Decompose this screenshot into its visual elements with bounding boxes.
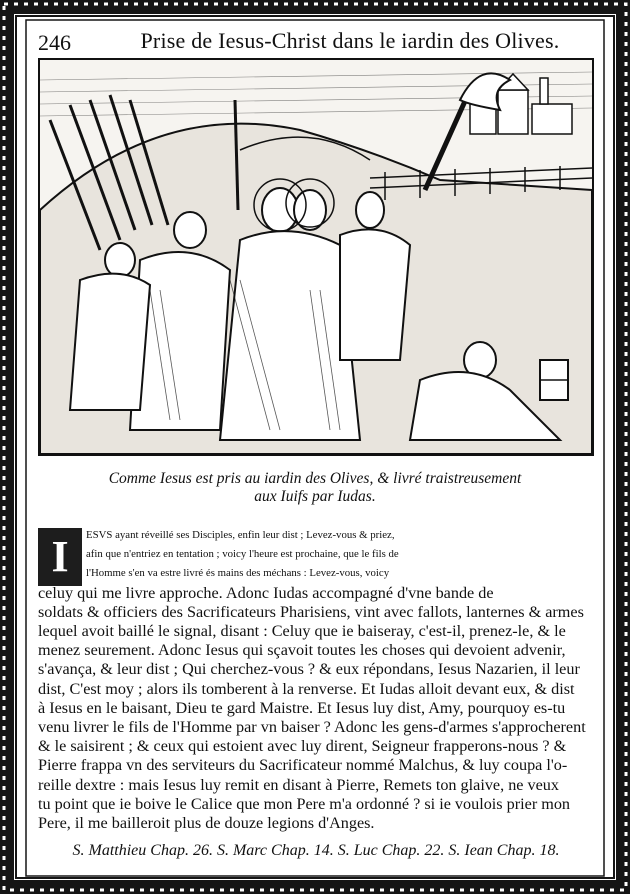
body-line: menez seurement. Adonc Iesus qui sçavoit toutes les choses qui devoient advenir, [38, 641, 566, 660]
body-line: tu point que ie boive le Calice que mon Pere m'a ordonné ? si ie voulois prier mon [38, 794, 571, 813]
body-line: s'avança, & leur dist ; Qui cherchez-vous ? & eux répondans, Iesus Nazarien, il leur [38, 660, 580, 679]
body-line: dist, C'est moy ; alors ils tomberent à la renverse. Et Iudas alloit devant eux, & dist [38, 679, 575, 698]
scripture-references: S. Matthieu Chap. 26. S. Marc Chap. 14. S. Luc Chap. 22. S. Iean Chap. 18. [72, 842, 560, 859]
body-line: afin que n'entriez en tentation ; voicy l'heure est prochaine, que le fils de [86, 548, 399, 561]
body-line: venu livrer le fils de l'Homme par vn baiser ? Adonc les gens-d'armes s'approcherent [38, 718, 586, 737]
body-line: lequel avoit baillé le signal, disant : Celuy que ie baiseray, c'est-il, prenez-le, & le [38, 622, 566, 641]
woodcut-illustration [38, 58, 594, 456]
body-line: celuy qui me livre approche. Adonc Iudas accompagné d'vne bande de [38, 583, 494, 602]
body-text [38, 526, 594, 833]
body-line: l'Homme s'en va estre livré és mains des méchans : Levez-vous, voicy [86, 567, 390, 580]
body-line: ESVS ayant réveillé ses Disciples, enfin leur dist ; Levez-vous & priez, [86, 529, 395, 541]
body-line: Pere, il me bailleroit plus de douze legions d'Anges. [38, 814, 375, 833]
woodcut-arrest-of-christ-icon [40, 60, 592, 454]
page-number: 246 [38, 30, 71, 55]
body-line: Pierre frappa vn des serviteurs du Sacrificateur nommé Malchus, & luy coupa l'o- [38, 756, 568, 775]
initial-letter: I [51, 532, 69, 581]
body-line: à Iesus en le baisant, Dieu te gard Maistre. Et Iesus luy dist, Amy, pourquoy es-tu [38, 698, 566, 717]
body-line: soldats & officiers des Sacrificateurs Pharisiens, vint avec fallots, lanternes & armes [38, 602, 584, 621]
body-line: & le saisirent ; & ceux qui estoient avec luy dirent, Seigneur frapperons-nous ? & [38, 737, 567, 756]
caption-line-1: Comme Iesus est pris au iardin des Olives, & livré traistreusement [108, 470, 522, 487]
caption-line-2: aux Iuifs par Iudas. [254, 488, 376, 505]
illustration-caption [60, 470, 570, 506]
page-title: Prise de Iesus-Christ dans le iardin des Olives. [140, 28, 560, 53]
body-line: reille dextre : mais Iesus luy remit en disant à Pierre, Remets ton glaive, ne veux [38, 775, 559, 794]
